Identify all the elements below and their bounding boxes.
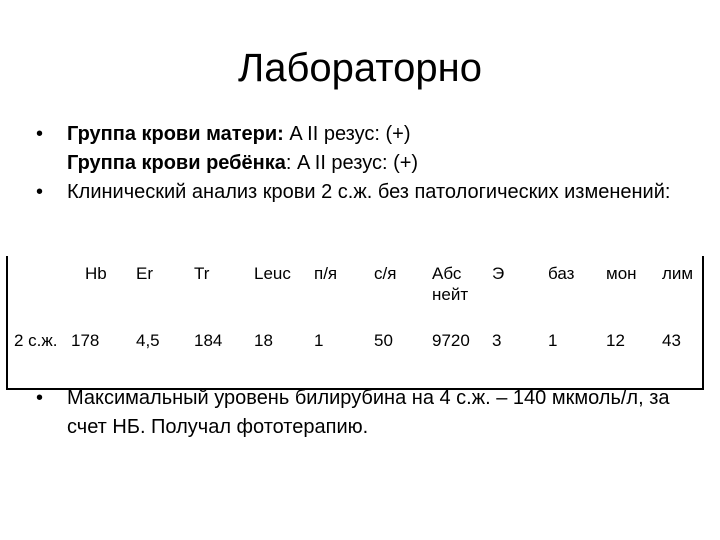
table-cell: 1: [541, 320, 599, 389]
header-cell: мон: [606, 264, 637, 283]
table-cell: 1: [307, 320, 367, 389]
child-blood-group-value: : A II резус: (+): [285, 152, 419, 174]
blood-group-item: [36, 120, 686, 178]
header-cell: с/я: [374, 264, 397, 283]
header-cell: Er: [136, 264, 153, 283]
bullet-dot: •: [36, 123, 44, 145]
table-cell: 2 с.ж.: [7, 320, 71, 389]
header-cell: Leuc: [254, 264, 291, 283]
child-blood-group: [67, 149, 686, 178]
table-cell: 178: [71, 320, 129, 389]
header-cell: Э: [492, 264, 505, 283]
table-header-row: [7, 256, 703, 320]
bullet-list-top: [36, 120, 686, 207]
bilirubin-item: [36, 384, 686, 442]
table-cell: 4,5: [129, 320, 187, 389]
lab-results-table: [6, 256, 704, 390]
header-cell: п/я: [314, 264, 338, 283]
slide-title: Лабораторно: [238, 46, 482, 90]
bullet-list-bottom: [36, 384, 686, 442]
bullet-dot: •: [36, 181, 44, 203]
cbc-item: [36, 178, 686, 207]
cbc-text: Клинический анализ крови 2 с.ж. без патологических изменений:: [67, 181, 671, 203]
bullet-dot: •: [36, 387, 44, 409]
header-cell: баз: [548, 264, 575, 283]
bilirubin-text: Максимальный уровень билирубина на 4 с.ж. – 140 мкмоль/л, за счет НБ. Получал фототерапию.: [67, 387, 670, 438]
table-cell: 18: [247, 320, 307, 389]
table-cell: 3: [485, 320, 541, 389]
mother-blood-group-value: A II резус: (+): [283, 123, 411, 145]
mother-blood-group: [67, 120, 686, 149]
table-cell: 50: [367, 320, 425, 389]
table-cell: 9720: [425, 320, 485, 389]
header-cell: Hb: [85, 264, 107, 283]
child-blood-group-label: Группа крови ребёнка: [67, 152, 286, 174]
header-cell: лим: [662, 264, 694, 283]
mother-blood-group-label: Группа крови матери:: [67, 123, 284, 145]
table-cell: 43: [655, 320, 703, 389]
header-cell: Абс нейт: [432, 264, 469, 304]
table-row: [7, 320, 703, 389]
header-cell: [7, 256, 71, 320]
table-cell: 12: [599, 320, 655, 389]
table-cell: 184: [187, 320, 247, 389]
header-cell: Tr: [194, 264, 210, 283]
